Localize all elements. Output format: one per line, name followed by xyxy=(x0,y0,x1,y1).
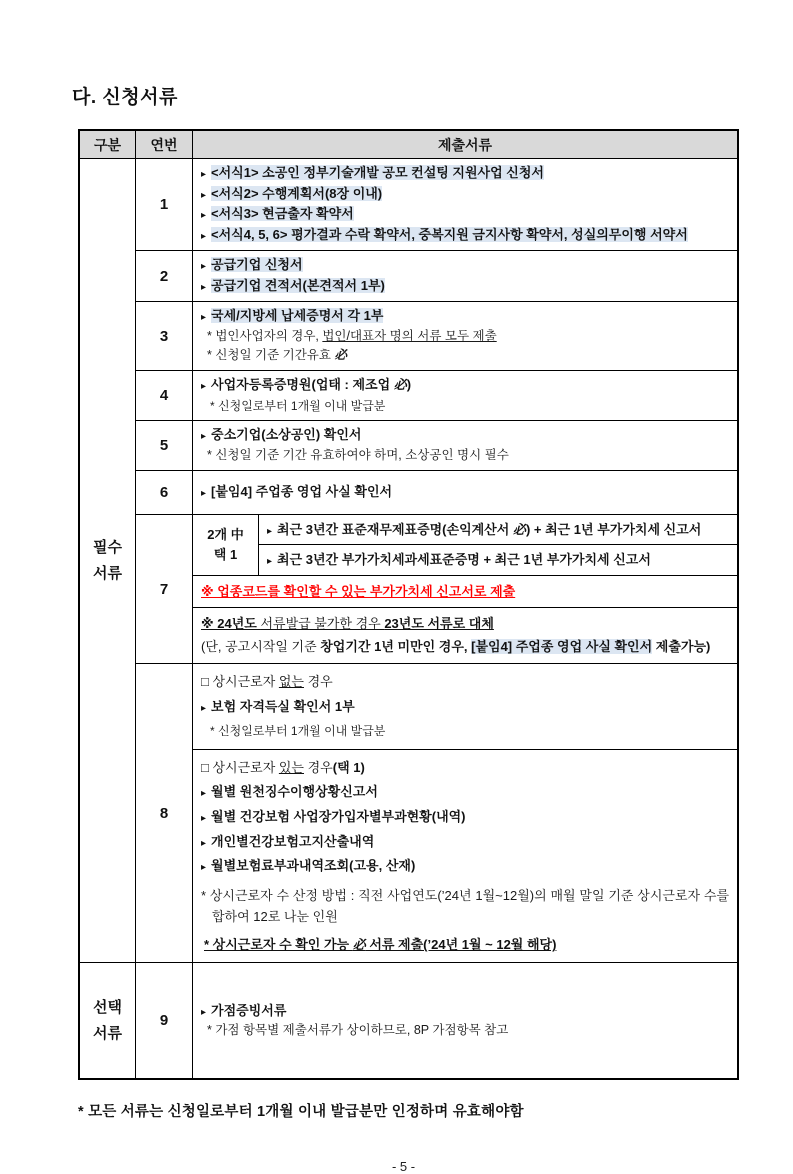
row-note: * 신청일 기준 기간유효 必 xyxy=(207,348,347,363)
doc-line: ▸ 공급기업 신청서 xyxy=(201,257,303,273)
warning-section xyxy=(193,575,737,608)
row-note: * 신청일로부터 1개월 이내 발급분 xyxy=(210,723,386,738)
doc-line: ▸ 보험 자격득실 확인서 1부 xyxy=(201,699,355,715)
row-content xyxy=(193,421,737,470)
row-number: 7 xyxy=(136,515,193,663)
bullet-triangle-icon: ▸ xyxy=(201,189,207,201)
required-submission-note: * 상시근로자 수 확인 가능 必 서류 제출(’24년 1월 ~ 12월 해당) xyxy=(204,937,557,953)
bullet-triangle-icon: ▸ xyxy=(201,210,207,222)
required-mark: 必 xyxy=(393,377,407,393)
row-number: 1 xyxy=(136,159,193,250)
bullet-triangle-icon: ▸ xyxy=(201,312,207,324)
table-row-4 xyxy=(136,370,737,420)
doc-line: ▸ <서식2> 수행계획서(8장 이내) xyxy=(201,185,383,201)
doc-line: ▸ 월별보험료부과내역조회(고용, 산재) xyxy=(201,858,416,874)
doc-line: ▸ 공급기업 견적서(본견적서 1부) xyxy=(201,277,385,293)
employee-count-note: * 상시근로자 수 산정 방법 : 직전 사업연도(’24년 1월~12월)의 매월 말일 기준 상시근로자 수를 합하여 12로 나눈 인원 xyxy=(201,887,729,925)
row-content xyxy=(193,471,737,514)
bullet-triangle-icon: ▸ xyxy=(201,230,207,242)
page-title: 다. 신청서류 xyxy=(72,87,178,108)
substitute-section xyxy=(193,607,737,663)
no-employees-section xyxy=(193,664,737,748)
row-content xyxy=(193,159,737,250)
bullet-triangle-icon: ▸ xyxy=(201,837,207,849)
doc-line: ▸ 중소기업(소상공인) 확인서 xyxy=(201,427,362,442)
bullet-triangle-icon: ▸ xyxy=(267,525,273,537)
table-row-2 xyxy=(136,250,737,301)
group-optional-documents xyxy=(80,962,737,1078)
required-mark: 必 xyxy=(352,937,366,953)
red-warning-note: ※ 업종코드를 확인할 수 있는 부가가치세 신고서로 제출 xyxy=(201,583,516,599)
checkbox-icon: □ 상시근로자 xyxy=(201,759,279,775)
row-number: 6 xyxy=(136,471,193,514)
choice-subtable xyxy=(193,515,737,575)
page-number: - 5 - xyxy=(391,1159,416,1174)
bullet-triangle-icon: ▸ xyxy=(201,703,207,715)
row-content xyxy=(193,515,737,663)
header-cell-documents: 제출서류 xyxy=(437,137,493,153)
bullet-triangle-icon: ▸ xyxy=(201,431,207,442)
doc-line: ▸ 개인별건강보험고지산출내역 xyxy=(201,833,375,849)
doc-line: ▸ 월별 건강보험 사업장가입자별부과현황(내역) xyxy=(201,809,466,824)
doc-line: ▸ <서식4, 5, 6> 평가결과 수락 확약서, 중복지원 금지사항 확약서, 성실의무이행 서약서 xyxy=(201,226,688,242)
header-cell-number: 연번 xyxy=(136,131,193,158)
group-label-optional: 선택 서류 xyxy=(80,963,136,1078)
table-row-9 xyxy=(136,963,737,1078)
doc-line: ▸ 국세/지방세 납세증명서 각 1부 xyxy=(201,308,384,324)
choice-options xyxy=(259,515,737,575)
doc-line: ▸ 가점증빙서류 xyxy=(201,1002,287,1018)
row-number: 4 xyxy=(136,371,193,420)
group-rows xyxy=(136,963,737,1078)
table-row-1 xyxy=(136,159,737,250)
row-content xyxy=(193,664,737,962)
has-employees-section xyxy=(193,749,737,963)
bullet-triangle-icon: ▸ xyxy=(201,487,207,499)
row-content xyxy=(193,302,737,370)
doc-line: ▸ <서식3> 현금출자 확약서 xyxy=(201,206,354,222)
group-rows xyxy=(136,159,737,962)
doc-line: ▸ <서식1> 소공인 정부기술개발 공모 컨설팅 지원사업 신청서 xyxy=(201,165,544,180)
row-content xyxy=(193,963,737,1078)
required-mark: 必 xyxy=(334,348,347,363)
choice-option-2: ▸ 최근 3년간 부가가치세과세표준증명 + 최근 1년 부가가치세 신고서 xyxy=(259,544,737,575)
row-number: 2 xyxy=(136,251,193,301)
bullet-triangle-icon: ▸ xyxy=(201,862,207,874)
row-number: 8 xyxy=(136,664,193,962)
required-mark: 必 xyxy=(512,521,526,537)
choice-label: 2개 中 택 1 xyxy=(193,515,259,575)
row-note: * 신청일로부터 1개월 이내 발급분 xyxy=(210,399,386,413)
checkbox-icon: □ 상시근로자 xyxy=(201,674,279,690)
doc-line: ▸ 월별 원천징수이행상황신고서 xyxy=(201,784,378,800)
row-note: * 신청일 기준 기간 유효하여야 하며, 소상공인 명시 필수 xyxy=(207,447,509,462)
doc-line: ▸ [붙임4] 주업종 영업 사실 확인서 xyxy=(201,483,393,499)
table-row-3 xyxy=(136,301,737,370)
bullet-triangle-icon: ▸ xyxy=(201,169,207,180)
bullet-triangle-icon: ▸ xyxy=(201,1006,207,1018)
substitute-note: ※ 24년도 서류발급 불가한 경우 23년도 서류로 대체 xyxy=(201,616,494,632)
row-note: * 법인사업자의 경우, 법인/대표자 명의 서류 모두 제출 xyxy=(207,328,497,343)
group-label-required: 필수 서류 xyxy=(80,159,136,962)
group-required-documents xyxy=(80,159,737,962)
bullet-triangle-icon: ▸ xyxy=(267,556,273,568)
table-row-5 xyxy=(136,420,737,470)
bullet-triangle-icon: ▸ xyxy=(201,281,207,293)
bullet-triangle-icon: ▸ xyxy=(201,261,207,273)
row-number: 5 xyxy=(136,421,193,470)
submission-documents-table xyxy=(78,129,739,1080)
table-row-8 xyxy=(136,663,737,962)
row-note: * 가점 항목별 제출서류가 상이하므로, 8P 가점항목 참고 xyxy=(207,1023,509,1038)
row-content xyxy=(193,251,737,301)
bullet-triangle-icon: ▸ xyxy=(201,381,207,393)
table-row-7 xyxy=(136,514,737,663)
row-content xyxy=(193,371,737,420)
checkbox-line: □ 상시근로자 있는 경우(택 1) xyxy=(201,759,365,775)
bullet-triangle-icon: ▸ xyxy=(201,788,207,800)
row-number: 3 xyxy=(136,302,193,370)
validity-footer-note: * 모든 서류는 신청일로부터 1개월 이내 발급분만 인정하며 유효해야함 xyxy=(78,1104,524,1121)
doc-line: ▸ 사업자등록증명원(업태 : 제조업 必) xyxy=(201,377,412,393)
substitute-condition: (단, 공고시작일 기준 창업기간 1년 미만인 경우, [붙임4] 주업종 영업 사실 확인서 제출가능) xyxy=(201,638,711,654)
header-cell-category: 구분 xyxy=(80,131,136,158)
checkbox-line: □ 상시근로자 없는 경우 xyxy=(201,674,333,690)
table-header-row xyxy=(80,131,737,159)
choice-option-1: ▸ 최근 3년간 표준재무제표증명(손익계산서 必) + 최근 1년 부가가치세 신고서 xyxy=(267,521,702,537)
table-row-6 xyxy=(136,470,737,514)
row-number: 9 xyxy=(136,963,193,1078)
bullet-triangle-icon: ▸ xyxy=(201,813,207,824)
